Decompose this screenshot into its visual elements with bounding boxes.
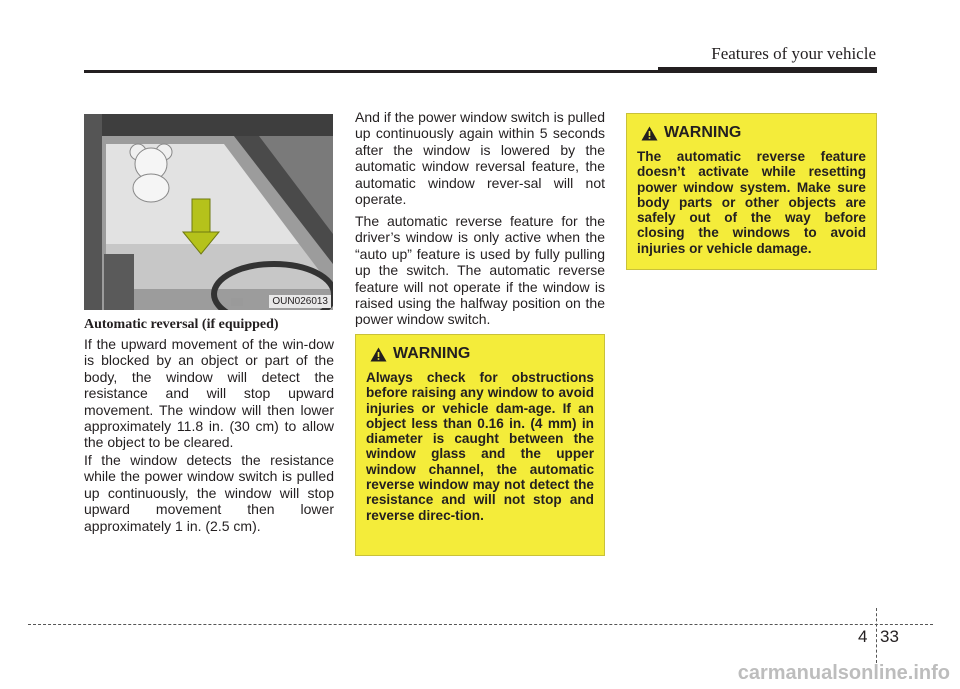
- warning-title: WARNING: [393, 345, 471, 362]
- window-illustration: [84, 114, 333, 310]
- page-number: 33: [880, 627, 899, 646]
- warning-box: [355, 334, 605, 556]
- warning-text: The automatic reverse feature doesn’t activate while resetting power window system. Make sure body parts or other objects are safely out of the way before closing the windows to avoid injuries or vehicle damage.: [637, 149, 866, 256]
- warning-box: [626, 113, 877, 270]
- section-number: 4: [858, 627, 868, 646]
- figure-tab: [231, 298, 243, 306]
- warning-title: WARNING: [664, 124, 742, 141]
- paragraph: If the window detects the resistance while the power window switch is pulled up continuously, the window will stop upward movement then lower approximately 1 in. (2.5 cm).: [84, 452, 334, 534]
- header-rule-accent: [658, 67, 877, 73]
- figure-code: OUN026013: [269, 295, 331, 308]
- paragraph: And if the power window switch is pulled up continuously again within 5 seconds after the window is lowered by the automatic window reversal feature, the automatic window rever-sal will not operate.: [355, 109, 605, 208]
- footer-rule: [28, 624, 933, 625]
- warning-triangle-icon: [641, 126, 658, 141]
- footer-divider: [876, 608, 877, 663]
- paragraph: If the upward movement of the win-dow is blocked by an object or part of the body, the window will detect the resistance and will stop upward movement. The window will then lower approximately 11.8 in. (30 cm) to allow the object to be cleared.: [84, 336, 334, 451]
- watermark: carmanualsonline.info: [737, 662, 950, 684]
- paragraph: The automatic reverse feature for the driver’s window is only active when the “auto up” feature is used by fully pulling up the switch. The automatic reverse feature will not operate if the window is raised using the halfway position on the power window switch.: [355, 213, 605, 328]
- warning-triangle-icon: [370, 347, 387, 362]
- page-header-title: Features of your vehicle: [711, 44, 876, 63]
- warning-text: Always check for obstructions before raising any window to avoid injuries or vehicle dam-age. If an object less than 0.16 in. (4 mm) in diameter is caught between the window glass and the upper window channel, the automatic reverse window may not detect the resistance and will not stop and reverse direc-tion.: [366, 370, 594, 523]
- section-title: Automatic reversal (if equipped): [84, 317, 279, 332]
